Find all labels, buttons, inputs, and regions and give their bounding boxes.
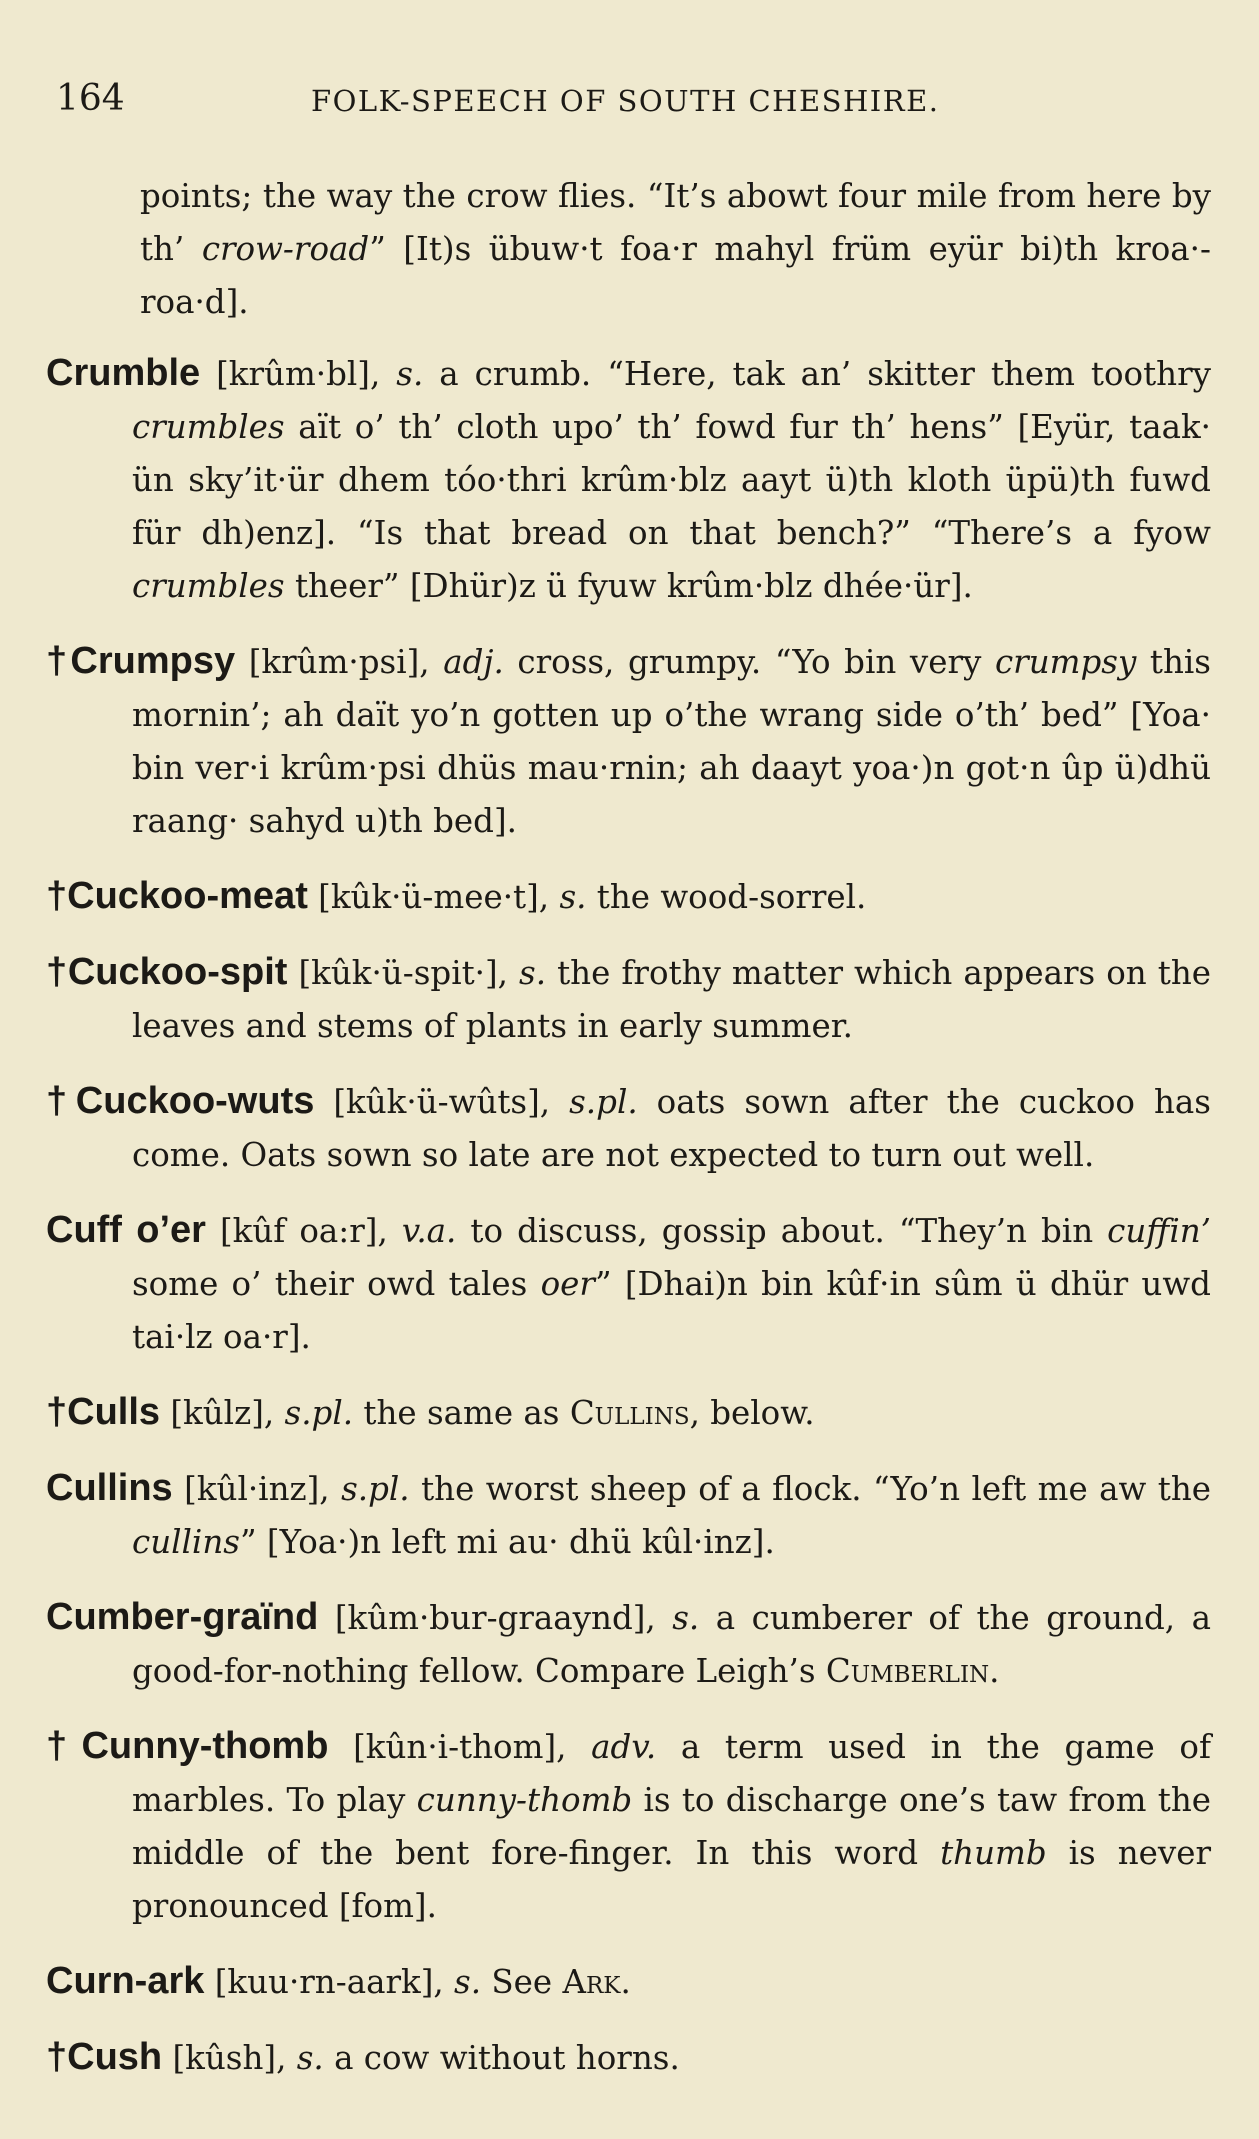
part-of-speech: s.pl. bbox=[341, 1470, 410, 1508]
entry-cush bbox=[46, 2031, 1211, 2085]
entry-text: is never pronounced [fom]. bbox=[132, 1834, 1211, 1925]
part-of-speech: v.a. bbox=[401, 1212, 457, 1250]
page-header bbox=[56, 78, 1206, 128]
part-of-speech: adj. bbox=[443, 643, 504, 681]
entry-text: oats sown after the cuckoo has come. Oats sown so late are not expected to turn out well. bbox=[132, 1083, 1211, 1174]
entry-text: some o’ their owd tales bbox=[132, 1265, 541, 1303]
headword: Cumber-graïnd bbox=[46, 1596, 319, 1638]
entry-cuckoo-meat bbox=[46, 870, 1211, 924]
part-of-speech: adv. bbox=[591, 1728, 657, 1766]
entry-italic: oer bbox=[540, 1265, 595, 1303]
entry-cuckoo-spit bbox=[46, 946, 1211, 1053]
entry-text: a term used in the game of marbles. To play bbox=[132, 1728, 1211, 1819]
entry-cullins bbox=[46, 1462, 1211, 1569]
pronunciation: [krûm·bl], bbox=[200, 355, 397, 393]
entry-text: the wood-sorrel. bbox=[586, 878, 867, 916]
entry-text: . bbox=[620, 1963, 631, 2001]
entry-text: ” [Dhai)n bin kûf·in sûm ü dhür uwd tai·lz oa·r]. bbox=[132, 1265, 1211, 1356]
headword: †Cuckoo-spit bbox=[46, 951, 288, 993]
pronunciation: [kuu·rn-aark], bbox=[204, 1963, 455, 2001]
entry-text: , below. bbox=[689, 1394, 815, 1432]
entry-culls bbox=[46, 1386, 1211, 1440]
pronunciation: [krûm·psi], bbox=[235, 643, 444, 681]
cross-reference: Cullins bbox=[569, 1394, 690, 1432]
entry-cuckoo-wuts bbox=[46, 1075, 1211, 1182]
pronunciation: [kûn·i-thom], bbox=[328, 1728, 592, 1766]
entry-crow-road-continuation bbox=[46, 170, 1211, 329]
headword: †Cuckoo-wuts bbox=[46, 1080, 315, 1122]
headword: †Cush bbox=[46, 2036, 163, 2078]
entry-text: ” [Yoa·)n left mi au· dhü kûl·inz]. bbox=[239, 1523, 775, 1561]
part-of-speech: s. bbox=[672, 1599, 700, 1637]
pronunciation: [kûk·ü-mee·t], bbox=[307, 878, 560, 916]
entry-italic: crow-road bbox=[201, 230, 370, 268]
part-of-speech: s. bbox=[396, 355, 424, 393]
headword: Crumble bbox=[46, 352, 201, 394]
part-of-speech: s.pl. bbox=[284, 1394, 354, 1432]
headword: †Crumpsy bbox=[46, 640, 236, 682]
entry-text: a crumb. “Here, tak an’ skitter them toothry bbox=[423, 355, 1211, 393]
running-title: FOLK-SPEECH OF SOUTH CHESHIRE. bbox=[311, 84, 940, 118]
entry-text: a cow without horns. bbox=[323, 2039, 680, 2077]
entry-text: is to discharge one’s taw from the middle of the bent fore-finger. In this word bbox=[132, 1781, 1211, 1872]
pronunciation: [kûk·ü-spit·], bbox=[287, 954, 520, 992]
entry-text: a cumberer of the ground, a good-for-nothing fellow. Compare Leigh’s bbox=[132, 1599, 1211, 1690]
entries-list bbox=[46, 170, 1211, 2107]
headword: †Culls bbox=[46, 1391, 161, 1433]
cross-reference: Cumberlin bbox=[825, 1652, 990, 1690]
entry-text: this mornin’; ah daït yo’n gotten up o’the wrang side o’th’ bed” [Yoa· bin ver·i krûm·psi dhüs mau·rnin; ah daayt yoa·)n got·n ûp ü)dhü raang· sahyd u)th bed]. bbox=[132, 643, 1211, 840]
pronunciation: [kûk·ü-wûts], bbox=[314, 1083, 570, 1121]
entry-text: theer” [Dhür)z ü fyuw krûm·blz dhée·ür]. bbox=[284, 567, 973, 605]
entry-italic: crumbles bbox=[132, 408, 285, 446]
entry-text: cross, grumpy. “Yo bin very bbox=[503, 643, 995, 681]
page-number: 164 bbox=[56, 78, 125, 119]
entry-text: the worst sheep of a flock. “Yo’n left me aw the bbox=[409, 1470, 1212, 1508]
headword: Curn-ark bbox=[46, 1960, 205, 2002]
pronunciation: [kûf oa:r], bbox=[205, 1212, 402, 1250]
entry-text: aït o’ th’ cloth upo’ th’ fowd fur th’ hens” [Eyür, taak· ün sky’it·ür dhem tóo·thri krûm·blz aayt ü)th kloth üpü)th fuwd für dh)enz]. “Is that bread on that bench?” “There’s a fyow bbox=[132, 408, 1211, 552]
entry-text: points; the way the crow flies. “It’s abowt four mile from here by th’ bbox=[140, 177, 1211, 268]
headword: Cullins bbox=[46, 1467, 173, 1509]
entry-text: the same as bbox=[353, 1394, 570, 1432]
entry-cumber-graind bbox=[46, 1591, 1211, 1698]
entry-text: ” [It)s übuw·t foa·r mahyl früm eyür bi)th kroa·-roa·d]. bbox=[140, 230, 1211, 321]
cross-reference: Ark bbox=[562, 1963, 621, 2001]
entry-crumpsy bbox=[46, 635, 1211, 848]
entry-text: See bbox=[481, 1963, 563, 2001]
entry-curn-ark bbox=[46, 1955, 1211, 2009]
entry-text: the frothy matter which appears on the leaves and stems of plants in early summer. bbox=[132, 954, 1212, 1045]
headword: †Cunny-thomb bbox=[46, 1725, 329, 1767]
part-of-speech: s. bbox=[519, 954, 547, 992]
entry-italic: crumpsy bbox=[994, 643, 1137, 681]
entry-crumble bbox=[46, 347, 1211, 613]
entry-italic: thumb bbox=[940, 1834, 1047, 1872]
pronunciation: [kûsh], bbox=[162, 2039, 297, 2077]
headword: †Cuckoo-meat bbox=[46, 875, 308, 917]
headword: Cuff o’er bbox=[46, 1209, 206, 1251]
entry-cunny-thomb bbox=[46, 1720, 1211, 1933]
entry-italic: cullins bbox=[132, 1523, 240, 1561]
pronunciation: [kûl·inz], bbox=[172, 1470, 342, 1508]
entry-text: to discuss, gossip about. “They’n bin bbox=[456, 1212, 1108, 1250]
entry-italic: cuffin’ bbox=[1107, 1212, 1211, 1250]
entry-cuff-oer bbox=[46, 1204, 1211, 1364]
entry-text: . bbox=[989, 1652, 1000, 1690]
part-of-speech: s. bbox=[296, 2039, 324, 2077]
pronunciation: [kûlz], bbox=[160, 1394, 285, 1432]
part-of-speech: s.pl. bbox=[569, 1083, 638, 1121]
entry-italic: cunny-thomb bbox=[416, 1781, 633, 1819]
entry-italic: crumbles bbox=[132, 567, 285, 605]
pronunciation: [kûm·bur-graaynd], bbox=[318, 1599, 673, 1637]
part-of-speech: s. bbox=[454, 1963, 482, 2001]
part-of-speech: s. bbox=[559, 878, 587, 916]
